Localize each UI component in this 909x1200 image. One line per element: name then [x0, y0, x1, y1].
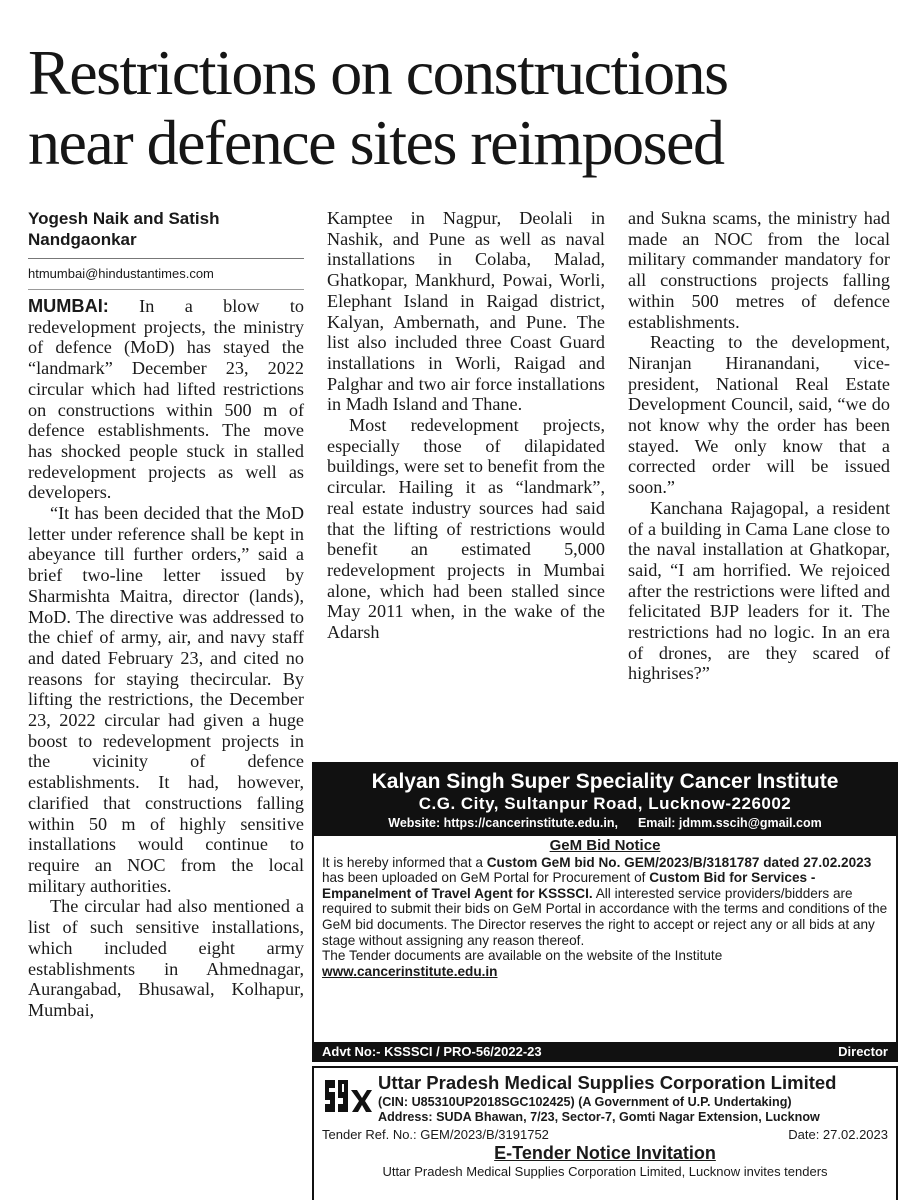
- ad-header: [314, 1068, 896, 1125]
- dateline: MUMBAI:: [28, 296, 109, 316]
- ad-title: Uttar Pradesh Medical Supplies Corporation Limited: [378, 1072, 837, 1093]
- ad-header: [314, 764, 896, 836]
- ad-cin: (CIN: U85310UP2018SGC102425) (A Government of U.P. Undertaking): [378, 1095, 792, 1109]
- author-email: htmumbai@hindustantimes.com: [28, 266, 214, 281]
- notice-text-part: All interested service providers/bidders are required to submit their bids on GeM Portal in accordance with the terms and conditions of the GeM bid documents. The Director reserves the right to accept or reject any or all bids at any stage without assigning any reason thereof.: [322, 885, 888, 948]
- ad-email: Email: jdmm.sscih@gmail.com: [637, 816, 822, 830]
- notice-title: GeM Bid Notice: [549, 837, 661, 854]
- article-column-1: [28, 208, 304, 1021]
- bid-number: Custom GeM bid No. GEM/2023/B/3181787 dated 27.02.2023: [486, 854, 872, 870]
- tender-docs-text: The Tender documents are available on the website of the Institute: [322, 948, 723, 964]
- ad-footer: [314, 1042, 896, 1060]
- paragraph: “It has been decided that the MoD letter under reference shall be kept in abeyance till further orders,” said a brief two-line letter issued by Sharmishta Maitra, director (lands), MoD. The directive was addressed to the chief of army, air, and navy staff and dated February 23, and cited no reasons for staying thecircular. By lifting the restrictions, the December 23, 2022 circular had given a huge boost to redevelopment projects in the vicinity of defence establishments. It had, however, clarified that constructions falling within 50 m of highly sensitive installations would continue to require an NOC from the local military authorities.: [28, 503, 304, 896]
- paragraph: Most redevelopment projects, especially those of dilapidated buildings, were set to benefit from the circular. Hailing it as “landmark”, real estate industry sources had said that the lifting of restrictions would benefit an estimated 5,000 redevelopment projects in Mumbai alone, which had been stalled since May 2011 when, in the wake of the Adarsh: [327, 415, 605, 643]
- paragraph: Reacting to the development, Niranjan Hiranandani, vice-president, National Real Estate Development Council, said, “we do not know why the order has been stayed. We only know that a corrected order will be issued soon.”: [628, 332, 890, 498]
- ad-address: Address: SUDA Bhawan, 7/23, Sector-7, Gomti Nagar Extension, Lucknow: [378, 1110, 820, 1124]
- advt-number: Advt No:- KSSSCI / PRO-56/2022-23: [322, 1043, 542, 1059]
- ad-body: [314, 836, 896, 979]
- tender-reference-row: [314, 1125, 896, 1143]
- headline-line-1: Restrictions on constructions: [28, 37, 728, 108]
- notice-text: [322, 855, 888, 949]
- byline: [28, 208, 304, 250]
- paragraph: The circular had also mentioned a list of such sensitive installations, which included eight army establishments in Ahmednagar, Aurangabad, Bhusawal, Kolhapur, Mumbai,: [28, 896, 304, 1020]
- byline-divider: [28, 258, 304, 259]
- paragraph-text: In a blow to redevelopment projects, the ministry of defence (MoD) has stayed the “landmark” December 23, 2022 circular which had lifted restrictions on constructions within 500 m of defence establishments. The move has shocked people stuck in stalled redevelopment projects as well as developers.: [28, 296, 304, 503]
- signatory: Director: [838, 1043, 888, 1059]
- headline-line-2: near defence sites reimposed: [28, 107, 724, 178]
- ad-title: Kalyan Singh Super Speciality Cancer Institute: [371, 770, 839, 793]
- article-headline: [28, 38, 898, 178]
- institute-link[interactable]: www.cancerinstitute.edu.in: [322, 963, 498, 979]
- tender-date: Date: 27.02.2023: [788, 1127, 888, 1142]
- bid-subject: Custom Bid for Services - Empanelment of Travel Agent for KSSSCI.: [322, 870, 816, 901]
- byline-line-2: Nandgaonkar: [28, 230, 137, 249]
- upmsc-logo-icon: [320, 1072, 374, 1120]
- paragraph: and Sukna scams, the ministry had made an NOC from the local military commander mandatory for all constructions projects falling within 500 metres of defence establishments.: [628, 208, 890, 332]
- email-divider: [28, 289, 304, 290]
- ad-address: C.G. City, Sultanpur Road, Lucknow-226002: [418, 794, 792, 813]
- notice-text-part: has been uploaded on GeM Portal for Procurement of: [322, 870, 650, 886]
- article-column-3: [628, 208, 890, 684]
- paragraph: Kamptee in Nagpur, Deolali in Nashik, and Pune as well as naval installations in Colaba, Malad, Ghatkopar, Mankhurd, Powai, Worli, Elephant Island in Raigad district, Kalyan, Ambernath, and Pune. The list also included three Coast Guard installations in Worli, Raigad and Palghar and two air force installations in Madh Island and Thane.: [327, 208, 605, 415]
- etender-heading: E-Tender Notice Invitation: [494, 1143, 716, 1163]
- paragraph: Kanchana Rajagopal, a resident of a building in Cama Lane close to the naval installation at Ghatkopar, said, “I am horrified. We rejoiced after the restrictions were lifted and felicitated BJP leaders for it. The restrictions had no logic. In an era of drones, are they scared of highrises?”: [628, 497, 890, 684]
- paragraph: [28, 296, 304, 503]
- byline-line-1: Yogesh Naik and Satish: [28, 209, 220, 228]
- invite-text: Uttar Pradesh Medical Supplies Corporation Limited, Lucknow invites tenders: [382, 1164, 828, 1179]
- upmsc-ad: [312, 1066, 898, 1200]
- notice-text-part: It is hereby informed that a: [322, 854, 487, 870]
- ad-contact: [318, 814, 892, 832]
- cancer-institute-ad: [312, 762, 898, 1062]
- article-column-2: [327, 208, 605, 643]
- ad-website: Website: https://cancerinstitute.edu.in,: [388, 816, 618, 830]
- ad-heading-block: [374, 1072, 890, 1125]
- tender-ref: Tender Ref. No.: GEM/2023/B/3191752: [322, 1127, 549, 1142]
